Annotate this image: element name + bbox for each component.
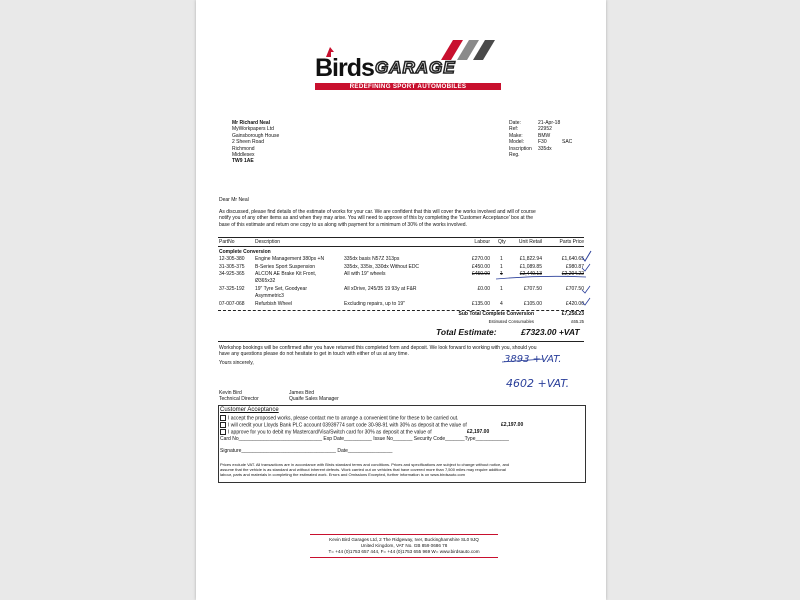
signatory	[219, 390, 259, 403]
row-parts: £1,640.65	[561, 256, 584, 262]
row-partno: 34-925-365	[219, 271, 245, 277]
row-qty: 4	[500, 301, 503, 307]
detail-label: Ref:	[509, 126, 519, 133]
handwritten-amount-2: 4602 +VAT.	[506, 377, 570, 390]
row-labour: £450.00	[471, 271, 490, 277]
acceptance-line-2: I will credit your Lloyds Bank PLC account 03939774 sort code 30-98-91 with 30% as deposit at the value of	[228, 422, 467, 429]
acceptance-line-3: I approve for you to debit my Mastercard/Visa/Switch card for 30% as deposit at the value of	[228, 429, 432, 436]
detail-value: BMW	[538, 132, 551, 139]
row-parts: £420.00	[565, 301, 584, 307]
row-note: 335dx, 335ix, 330dx Without EDC	[344, 264, 420, 270]
recipient-line: Middlesex	[232, 152, 255, 159]
deposit-value-2: £2,197.00	[467, 429, 490, 435]
terms-line: assume that the vehicle is as standard and without inherent defects. Work carried out on vehicles that have covered more than 7,500 miles may require additional	[220, 467, 506, 472]
signatory-name: James Bird	[289, 390, 315, 396]
row-unit: £105.00	[523, 301, 542, 307]
total-rule	[218, 341, 584, 342]
card-debit-checkbox[interactable]	[220, 429, 226, 435]
row-description: B-Series Sport Suspension	[255, 264, 316, 270]
handwritten-strike-icon	[496, 274, 588, 282]
detail-label: Reg.	[509, 152, 520, 159]
intro-line: base of this estimate and return one copy to us along with payment for a minimum of 30% of the works involved.	[219, 221, 467, 228]
intro-paragraph	[219, 209, 536, 228]
bank-credit-checkbox[interactable]	[220, 422, 226, 428]
detail-label: Model:	[509, 139, 525, 146]
table-row	[196, 256, 606, 263]
row-parts: £707.50	[565, 286, 584, 292]
row-qty: 1	[500, 264, 503, 270]
row-description: Refurbish Wheel	[255, 301, 292, 307]
card-details-field[interactable]: Card No______________________________ Exp Date__________ Issue No_______ Security Code_______Type____________	[220, 436, 509, 442]
header-qty: Qty	[498, 239, 506, 245]
footer-line: T= +44 (0)1753 657 444, F= +44 (0)1753 655 969 W= www.birdsauto.com	[328, 549, 480, 554]
row-note: All xDrive, 245/35 19 93y at F&R	[344, 286, 417, 292]
signatory	[289, 390, 339, 403]
closing-line: Workshop bookings will be confirmed after you have returned this completed form and deposit. We look forward to working with you, should you	[219, 345, 537, 351]
closing-paragraph	[219, 345, 536, 358]
salutation: Dear Mr Neal	[219, 197, 249, 203]
row-note: 335dx basis N57Z 313ps	[344, 256, 400, 262]
row-description: Engine Management 380ps +N	[255, 256, 325, 262]
row-partno: 31-305-375	[219, 264, 245, 270]
acceptance-line-1: I accept the proposed works, please contact me to arrange a convenient time for these to be carried out.	[228, 415, 459, 422]
row-note: Excluding repairs, up to 19"	[344, 301, 405, 307]
signatory-title: Quaife Sales Manager	[289, 396, 339, 403]
logo-birds-text: Birds	[315, 54, 374, 82]
header-description: Description	[255, 239, 281, 245]
row-parts: £980.87	[565, 264, 584, 270]
footer-line: Kevin Bird Garages Ltd, 2 The Ridgeway, Iver, Buckinghamshire SL0 9JQ	[329, 537, 479, 542]
row-unit: £1,822.94	[519, 256, 542, 262]
intro-line: notify you of any other items as and when they may arise. You will need to approve of this by completing the 'Customer Acceptance' box at the	[219, 215, 534, 222]
table-row	[196, 264, 606, 271]
row-description-2: Ø365x32	[255, 278, 276, 284]
row-parts: £2,204.22	[561, 271, 584, 277]
total-estimate-value: £7323.00 +VAT	[521, 327, 580, 337]
table-top-rule	[218, 237, 584, 238]
row-partno: 07-007-068	[219, 301, 245, 307]
row-partno: 12-305-380	[219, 256, 245, 262]
detail-value: 335dx	[538, 145, 552, 152]
header-parts-price: Parts Price	[559, 239, 584, 245]
header-labour: Labour	[474, 239, 490, 245]
row-description: 19" Tyre Set, Goodyear	[255, 286, 307, 292]
table-row	[196, 301, 606, 308]
row-labour: £450.00	[471, 264, 490, 270]
section-title: Complete Conversion	[219, 249, 271, 255]
customer-acceptance-box	[218, 405, 586, 483]
subtotal-label: Sub Total Complete Conversion	[458, 311, 534, 317]
row-unit: £1,089.85	[519, 264, 542, 270]
handwritten-crossout-icon	[502, 356, 546, 366]
consumables-label: Estimated Consumables	[488, 319, 534, 324]
terms-line: labour, parts and materials in completing the estimated work. Errors and Omissions Excepted, further information is on www.birdsauto.com	[220, 472, 465, 477]
row-labour: £0.00	[477, 286, 490, 292]
sign-off: Yours sincerely,	[219, 360, 254, 366]
deposit-value-1: £2,197.00	[501, 422, 524, 428]
acceptance-title: Customer Acceptance	[220, 407, 279, 413]
detail-value: 22952	[538, 126, 552, 133]
detail-label: Make:	[509, 132, 523, 139]
recipient-line: Richmond	[232, 145, 255, 152]
footer-line: United Kingdom, VAT No. GB 859 0686 78	[360, 543, 448, 548]
row-description: ALCON AE Brake Kit Front,	[255, 271, 317, 277]
row-note: All with 19" wheels	[344, 271, 386, 277]
table-header-rule	[218, 246, 584, 247]
detail-label: Date:	[509, 120, 521, 126]
accept-works-checkbox[interactable]	[220, 415, 226, 421]
table-header	[196, 239, 606, 246]
total-estimate-label: Total Estimate:	[436, 327, 497, 337]
detail-value: 21-Apr-18	[538, 120, 561, 126]
consumables-value: £65.25	[571, 319, 584, 324]
logo-tagline: REDEFINING SPORT AUTOMOBILES	[315, 83, 501, 90]
detail-label: Inscription	[509, 145, 532, 152]
row-labour: £270.00	[471, 256, 490, 262]
header-partno: PartNo	[219, 239, 235, 245]
handwritten-amount-1: 3893 +VAT.	[504, 354, 562, 365]
detail-extra: SAC	[562, 139, 573, 146]
company-footer	[310, 534, 498, 558]
row-labour: £135.00	[471, 301, 490, 307]
recipient-line: 2 Sheen Road	[232, 139, 264, 146]
header-unit-retail: Unit Retail	[518, 239, 542, 245]
signature-field[interactable]: Signature__________________________________ Date________________	[220, 448, 393, 454]
row-partno: 37-325-192	[219, 286, 245, 292]
recipient-line: Gainsborough House	[232, 132, 280, 139]
row-unit: £2,449.13	[519, 271, 542, 277]
vehicle-details	[509, 120, 572, 158]
row-description-2: Asymmetric3	[255, 293, 284, 299]
subtotal-value: £7,258.23	[561, 311, 584, 317]
row-qty: 1	[500, 271, 503, 277]
row-unit: £707.50	[523, 286, 542, 292]
signatory-title: Technical Director	[219, 396, 259, 403]
row-qty: 1	[500, 286, 503, 292]
birds-garage-logo	[313, 40, 503, 92]
terms-text	[220, 462, 509, 477]
recipient-address	[232, 120, 279, 165]
closing-line: have any questions please do not hesitate to get in touch with either of us at any time.	[219, 351, 409, 358]
detail-value: F30	[538, 139, 547, 146]
recipient-line: MyWorkpapers Ltd	[232, 126, 274, 133]
recipient-line: Mr Richard Neal	[232, 120, 271, 126]
intro-line: As discussed, please find details of the estimate of works for your car. We are confident that this will cover the works involved and will of course	[219, 209, 536, 215]
recipient-line: TW9 1AE	[232, 158, 254, 165]
estimate-document	[196, 0, 606, 600]
terms-line: Prices exclude VAT. All transactions are in accordance with Birds standard terms and conditions. Prices and specifications are subject to change without notice, and	[220, 462, 510, 467]
row-qty: 1	[500, 256, 503, 262]
signatory-name: Kevin Bird	[219, 390, 242, 396]
logo-garage-text: GARAGE	[375, 58, 456, 77]
table-row	[196, 286, 606, 300]
